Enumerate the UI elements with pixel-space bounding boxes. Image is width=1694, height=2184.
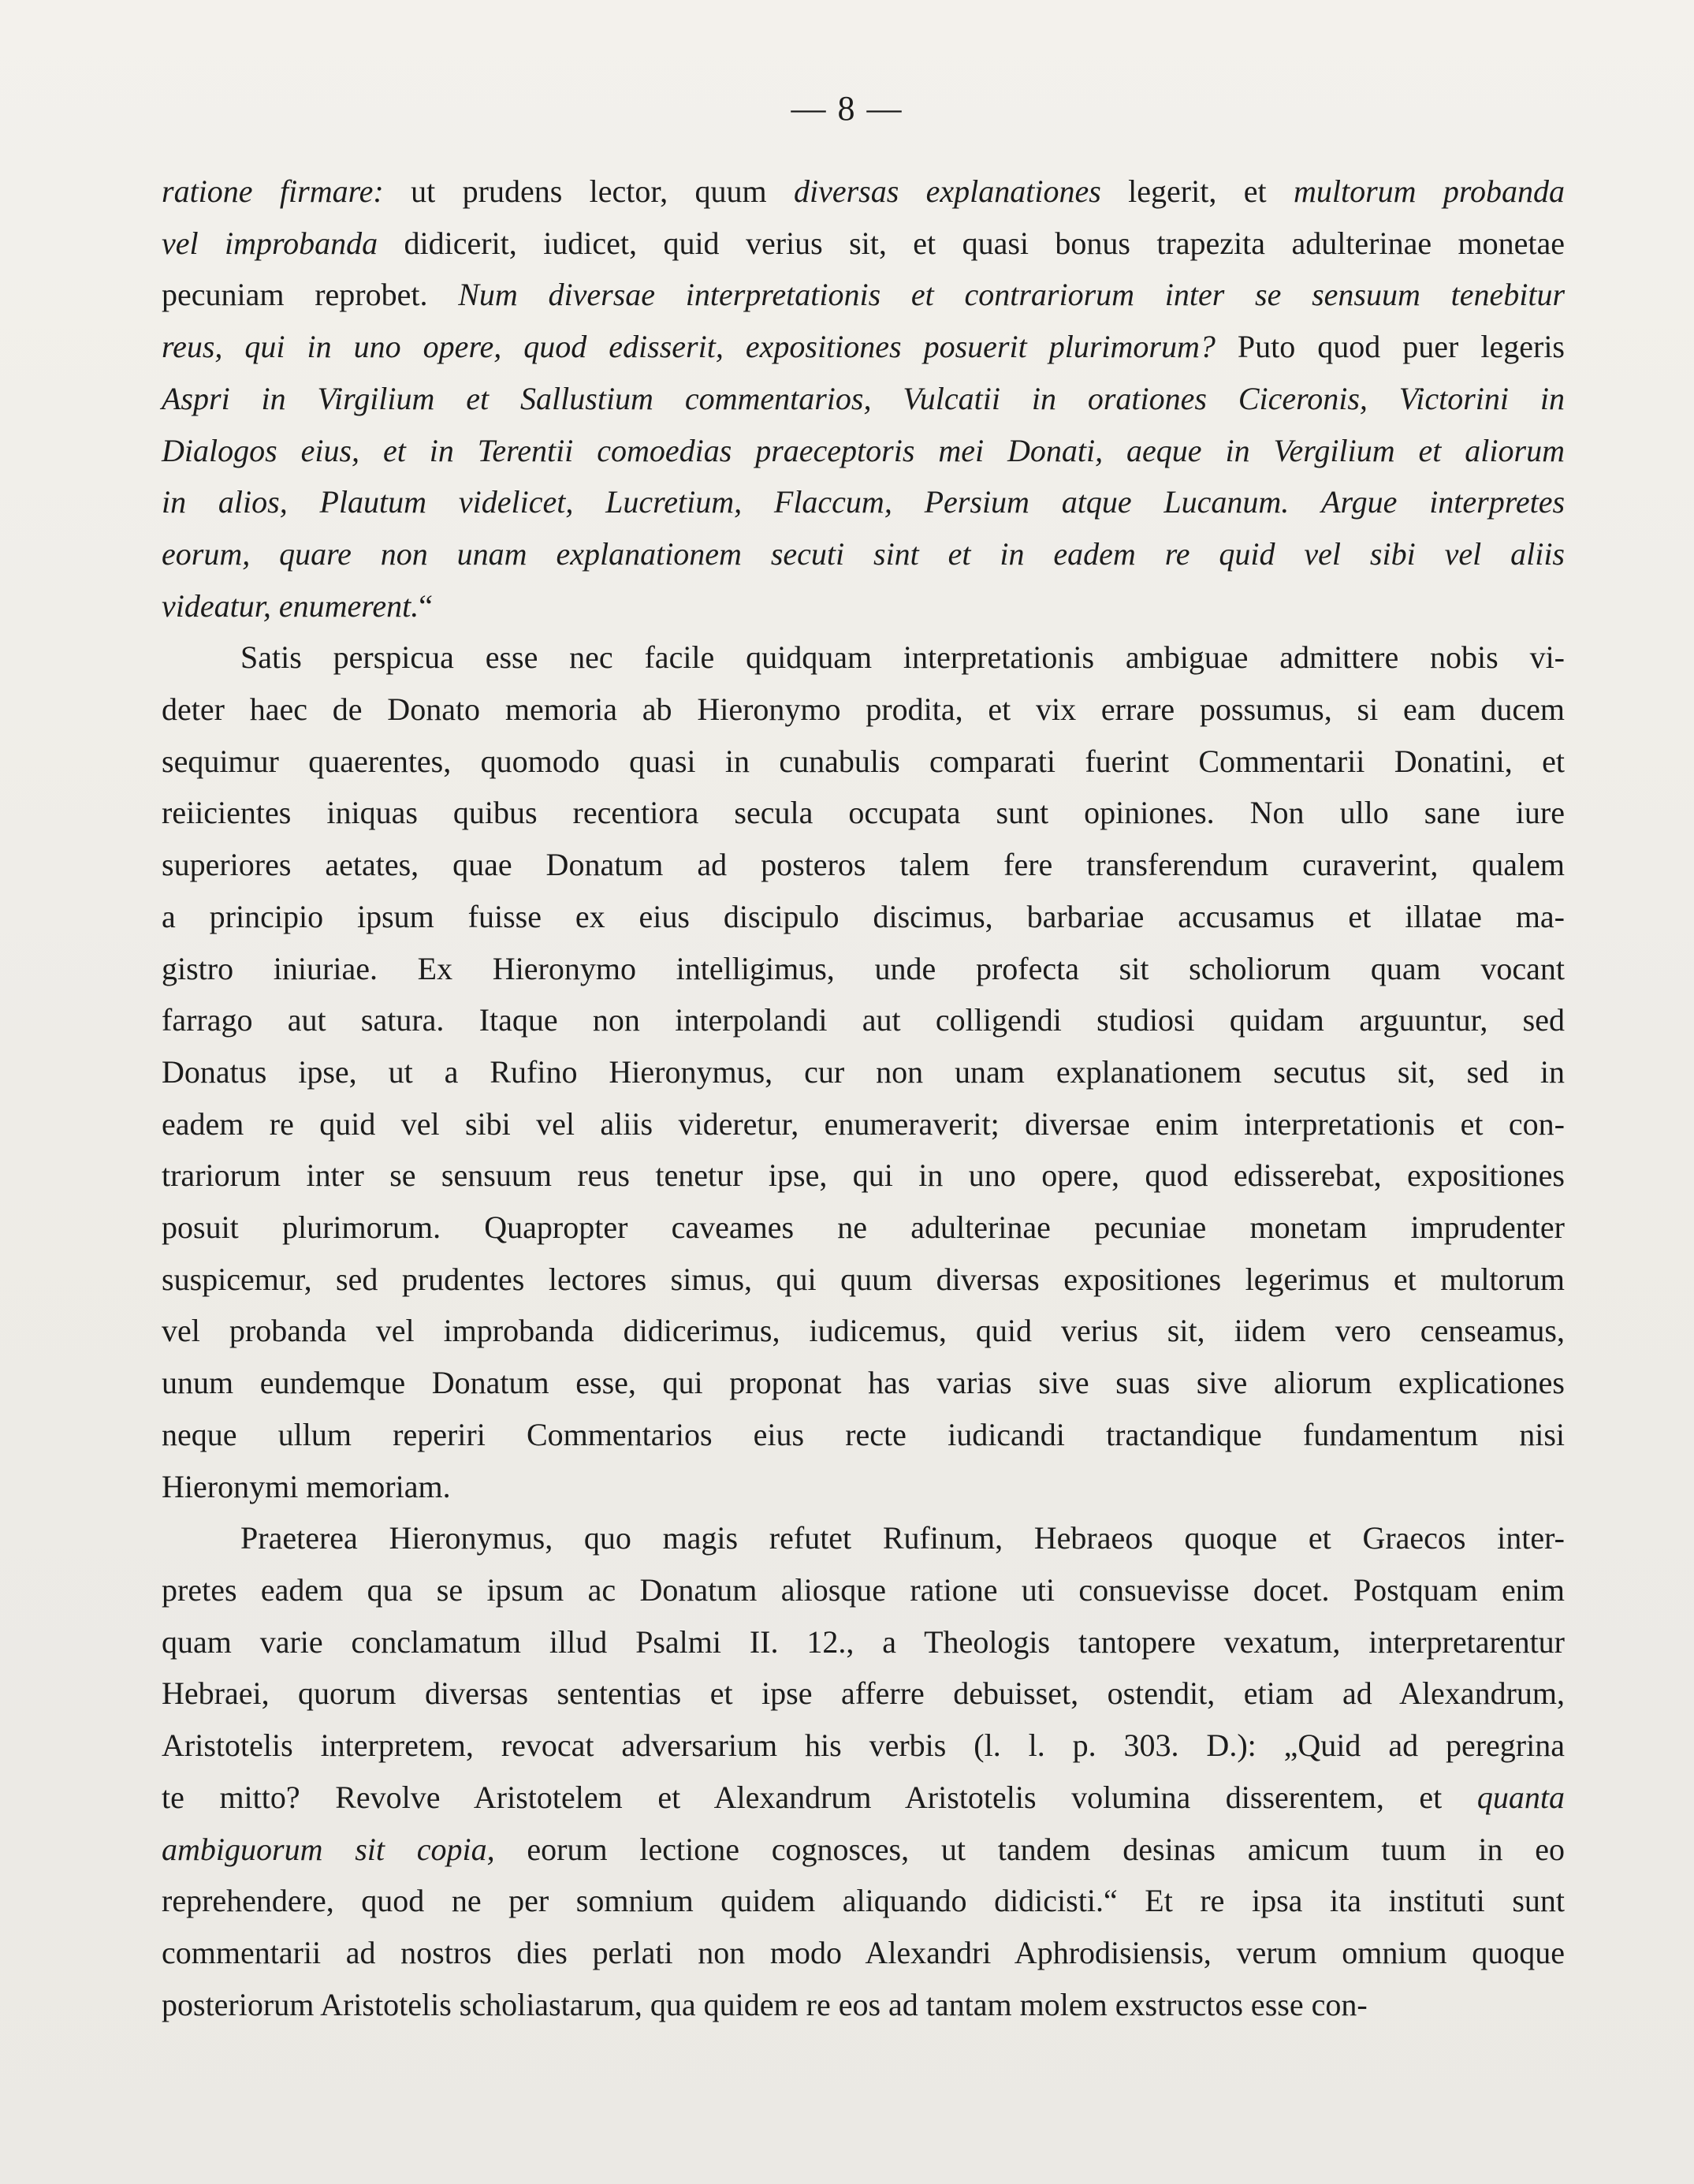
- text-line: deter haec de Donato memoria ab Hieronymo prodita, et vix errare possumus, si eam ducem: [162, 691, 1565, 728]
- italic-text: Argue interpretes: [1321, 484, 1566, 520]
- text-line: Satis perspicua esse nec facile quidquam interpretationis ambiguae admittere nobis vi-: [240, 639, 1565, 676]
- italic-text: quanta: [1476, 1779, 1565, 1815]
- text-line: [162, 321, 1565, 373]
- text-segment: pecuniam reprobet.: [162, 277, 459, 313]
- text-line: [162, 373, 1565, 425]
- page-number: — 8 —: [791, 89, 903, 128]
- text-line: [162, 1564, 1565, 1616]
- text-line: trariorum inter se sensuum reus tenetur ipse, qui in uno opere, quod edisserebat, expositiones: [162, 1157, 1565, 1194]
- text-line: vel probanda vel improbanda didicerimus, iudicemus, quid verius sit, iidem vero censeamus,: [162, 1313, 1565, 1349]
- text-segment: legerit, et: [1100, 173, 1294, 209]
- body-text: [162, 166, 1565, 2030]
- italic-text: Aspri in Virgilium et Sallustium commentarios, Vulcatii in orationes Ciceronis, Victorini in: [162, 380, 1565, 416]
- text-line: [162, 528, 1565, 580]
- italic-text: eorum, quare non unam explanationem secuti sint et in eadem re quid vel sibi vel aliis: [162, 535, 1565, 572]
- quote-block: [162, 166, 1565, 632]
- text-line: neque ullum reperiri Commentarios eius recte iudicandi tractandique fundamentum nisi: [162, 1416, 1565, 1452]
- text-line: [162, 1979, 1565, 2031]
- text-segment: quam varie conclamatum illud Psalmi II. 12., a Theologis tantopere vexatum, interpretarentur: [162, 1623, 1565, 1660]
- text-segment: pretes eadem qua se ipsum ac Donatum aliosque ratione uti consuevisse docet. Postquam enim: [162, 1571, 1565, 1608]
- text-segment: Hebraei, quorum diversas sententias et ipse afferre debuisset, ostendit, etiam ad Alexandrum,: [162, 1675, 1565, 1712]
- text-line: [162, 425, 1565, 477]
- text-segment: Praeterea Hieronymus, quo magis refutet Rufinum, Hebraeos quoque et Graecos inter-: [240, 1520, 1565, 1556]
- italic-text: videatur, enumerent.: [162, 587, 419, 624]
- text-segment: commentarii ad nostros dies perlati non modo Alexandri Aphrodisiensis, verum omnium quoque: [162, 1934, 1565, 1970]
- paragraph-2: [162, 1512, 1565, 2030]
- text-line: [162, 218, 1565, 270]
- text-line: reiicientes iniquas quibus recentiora secula occupata sunt opiniones. Non ullo sane iure: [162, 795, 1565, 831]
- text-line: superiores aetates, quae Donatum ad posteros talem fere transferendum curaverint, qualem: [162, 847, 1565, 883]
- text-line: Donatus ipse, ut a Rufino Hieronymus, cur non unam explanationem secutus sit, sed in: [162, 1053, 1565, 1090]
- text-line: [162, 1668, 1565, 1720]
- text-line: [162, 1824, 1565, 1876]
- text-line: [162, 1772, 1565, 1824]
- text-line: [162, 1927, 1565, 1979]
- italic-text: Num diversae interpretationis et contrariorum inter se sensuum tenebitur: [458, 277, 1566, 313]
- text-segment: posteriorum Aristotelis scholiastarum, qua quidem re eos ad tantam molem exstructos esse con-: [162, 1986, 1368, 2022]
- text-segment: te mitto? Revolve Aristotelem et Alexandrum Aristotelis volumina disserentem, et: [162, 1779, 1477, 1815]
- italic-text: ambiguorum sit copia,: [162, 1831, 495, 1867]
- italic-text: Dialogos eius, et in Terentii comoedias praeceptoris mei Donati, aeque in Vergilium et aliorum: [162, 432, 1565, 468]
- text-segment: reprehendere, quod ne per somnium quidem aliquando didicisti.“ Et re ipsa ita instituti sunt: [162, 1883, 1565, 1919]
- italic-text: diversas explanationes: [793, 173, 1101, 209]
- text-line: [162, 1512, 1565, 1564]
- text-segment: Puto quod puer legeris: [1215, 329, 1566, 365]
- text-line: sequimur quaerentes, quomodo quasi in cunabulis comparati fuerint Commentarii Donatini, et: [162, 743, 1565, 779]
- text-line: unum eundemque Donatum esse, qui proponat has varias sive suas sive aliorum explicationes: [162, 1365, 1565, 1401]
- text-line: [162, 166, 1565, 218]
- text-line: [162, 476, 1565, 528]
- text-line: posuit plurimorum. Quapropter caveames ne adulterinae pecuniae monetam imprudenter: [162, 1209, 1565, 1246]
- text-line: [162, 269, 1565, 321]
- paragraph-1: [162, 632, 1565, 1512]
- italic-text: ratione firmare:: [162, 173, 384, 209]
- text-segment: [1289, 484, 1321, 520]
- text-line: farrago aut satura. Itaque non interpolandi aut colligendi studiosi quidam arguuntur, sed: [162, 1002, 1565, 1038]
- text-line: Hieronymi memoriam.: [162, 1468, 451, 1504]
- text-line: suspicemur, sed prudentes lectores simus, qui quum diversas expositiones legerimus et multorum: [162, 1261, 1565, 1297]
- text-segment: ut prudens lector, quum: [383, 173, 794, 209]
- text-segment: didicerit, iudicet, quid verius sit, et quasi bonus trapezita adulterinae monetae: [378, 225, 1566, 261]
- italic-text: in alios, Plautum videlicet, Lucretium, Flaccum, Persium atque Lucanum.: [162, 484, 1290, 520]
- italic-text: multorum probanda: [1293, 173, 1565, 209]
- text-line: [162, 1875, 1565, 1927]
- italic-text: reus, qui in uno opere, quod edisserit, expositiones posuerit plurimorum?: [162, 329, 1216, 365]
- text-segment: eorum lectione cognosces, ut tandem desinas amicum tuum in eo: [494, 1831, 1565, 1867]
- text-line: a principio ipsum fuisse ex eius discipulo discimus, barbariae accusamus et illatae ma-: [162, 898, 1565, 934]
- text-segment: Aristotelis interpretem, revocat adversarium his verbis (l. l. p. 303. D.): „Quid ad peregrina: [162, 1727, 1565, 1764]
- text-line: [162, 1720, 1565, 1772]
- italic-text: vel improbanda: [162, 225, 378, 261]
- text-line: [162, 1616, 1565, 1668]
- text-segment: “: [419, 587, 433, 624]
- text-line: gistro iniuriae. Ex Hieronymo intelligimus, unde profecta sit scholiorum quam vocant: [162, 950, 1565, 986]
- text-line: eadem re quid vel sibi vel aliis videretur, enumeraverit; diversae enim interpretationis et con-: [162, 1105, 1565, 1142]
- text-line: [162, 580, 1565, 632]
